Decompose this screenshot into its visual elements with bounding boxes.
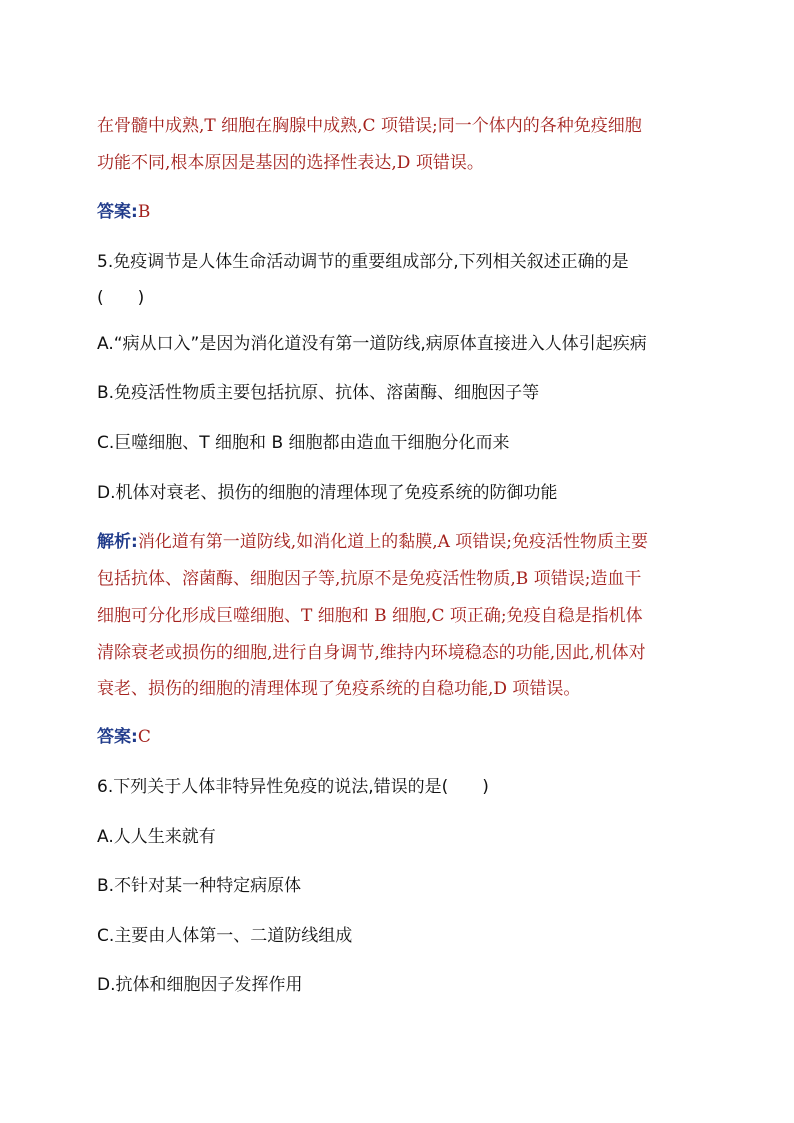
explanation-text: 消化道有第一道防线,如消化道上的黏膜,A 项错误;免疫活性物质主要 (137, 532, 649, 552)
q5-explanation-line-4: 清除衰老或损伤的细胞,进行自身调节,维持内环境稳态的功能,因此,机体对 (97, 643, 646, 663)
q6-option-c: C.主要由人体第一、二道防线组成 (97, 926, 353, 946)
q5-explanation-line-5: 衰老、损伤的细胞的清理体现了免疫系统的自稳功能,D 项错误。 (97, 679, 581, 699)
q5-explanation-line-3: 细胞可分化形成巨噬细胞、T 细胞和 B 细胞,C 项正确;免疫自稳是指机体 (97, 606, 643, 626)
prev-explanation-line-2: 功能不同,根本原因是基因的选择性表达,D 项错误。 (97, 153, 484, 173)
q4-answer (97, 200, 150, 224)
answer-value: B (137, 202, 151, 222)
q5-explanation-line-2: 包括抗体、溶菌酶、细胞因子等,抗原不是免疫活性物质,B 项错误;造血干 (97, 569, 642, 589)
answer-label: 答案: (97, 727, 138, 747)
q6-option-a: A.人人生来就有 (97, 827, 216, 847)
q5-explanation-line-1 (97, 530, 648, 554)
answer-value: C (137, 727, 151, 747)
prev-explanation-line-1: 在骨髓中成熟,T 细胞在胸腺中成熟,C 项错误;同一个体内的各种免疫细胞 (97, 116, 642, 136)
q5-option-a: A.“病从口入”是因为消化道没有第一道防线,病原体直接进入人体引起疾病 (97, 334, 647, 354)
q5-option-b: B.免疫活性物质主要包括抗原、抗体、溶菌酶、细胞因子等 (97, 383, 540, 403)
q5-stem-line-1: 5.免疫调节是人体生命活动调节的重要组成部分,下列相关叙述正确的是 (97, 252, 629, 272)
q6-option-b: B.不针对某一种特定病原体 (97, 876, 302, 896)
q5-answer (97, 725, 151, 749)
q5-stem-line-2: ( ) (97, 288, 145, 308)
q5-option-c: C.巨噬细胞、T 细胞和 B 细胞都由造血干细胞分化而来 (97, 433, 510, 453)
q6-option-d: D.抗体和细胞因子发挥作用 (97, 975, 303, 995)
q6-stem: 6.下列关于人体非特异性免疫的说法,错误的是( ) (97, 777, 489, 797)
q5-option-d: D.机体对衰老、损伤的细胞的清理体现了免疫系统的防御功能 (97, 483, 558, 503)
explanation-label: 解析: (97, 532, 138, 552)
answer-label: 答案: (97, 202, 138, 222)
